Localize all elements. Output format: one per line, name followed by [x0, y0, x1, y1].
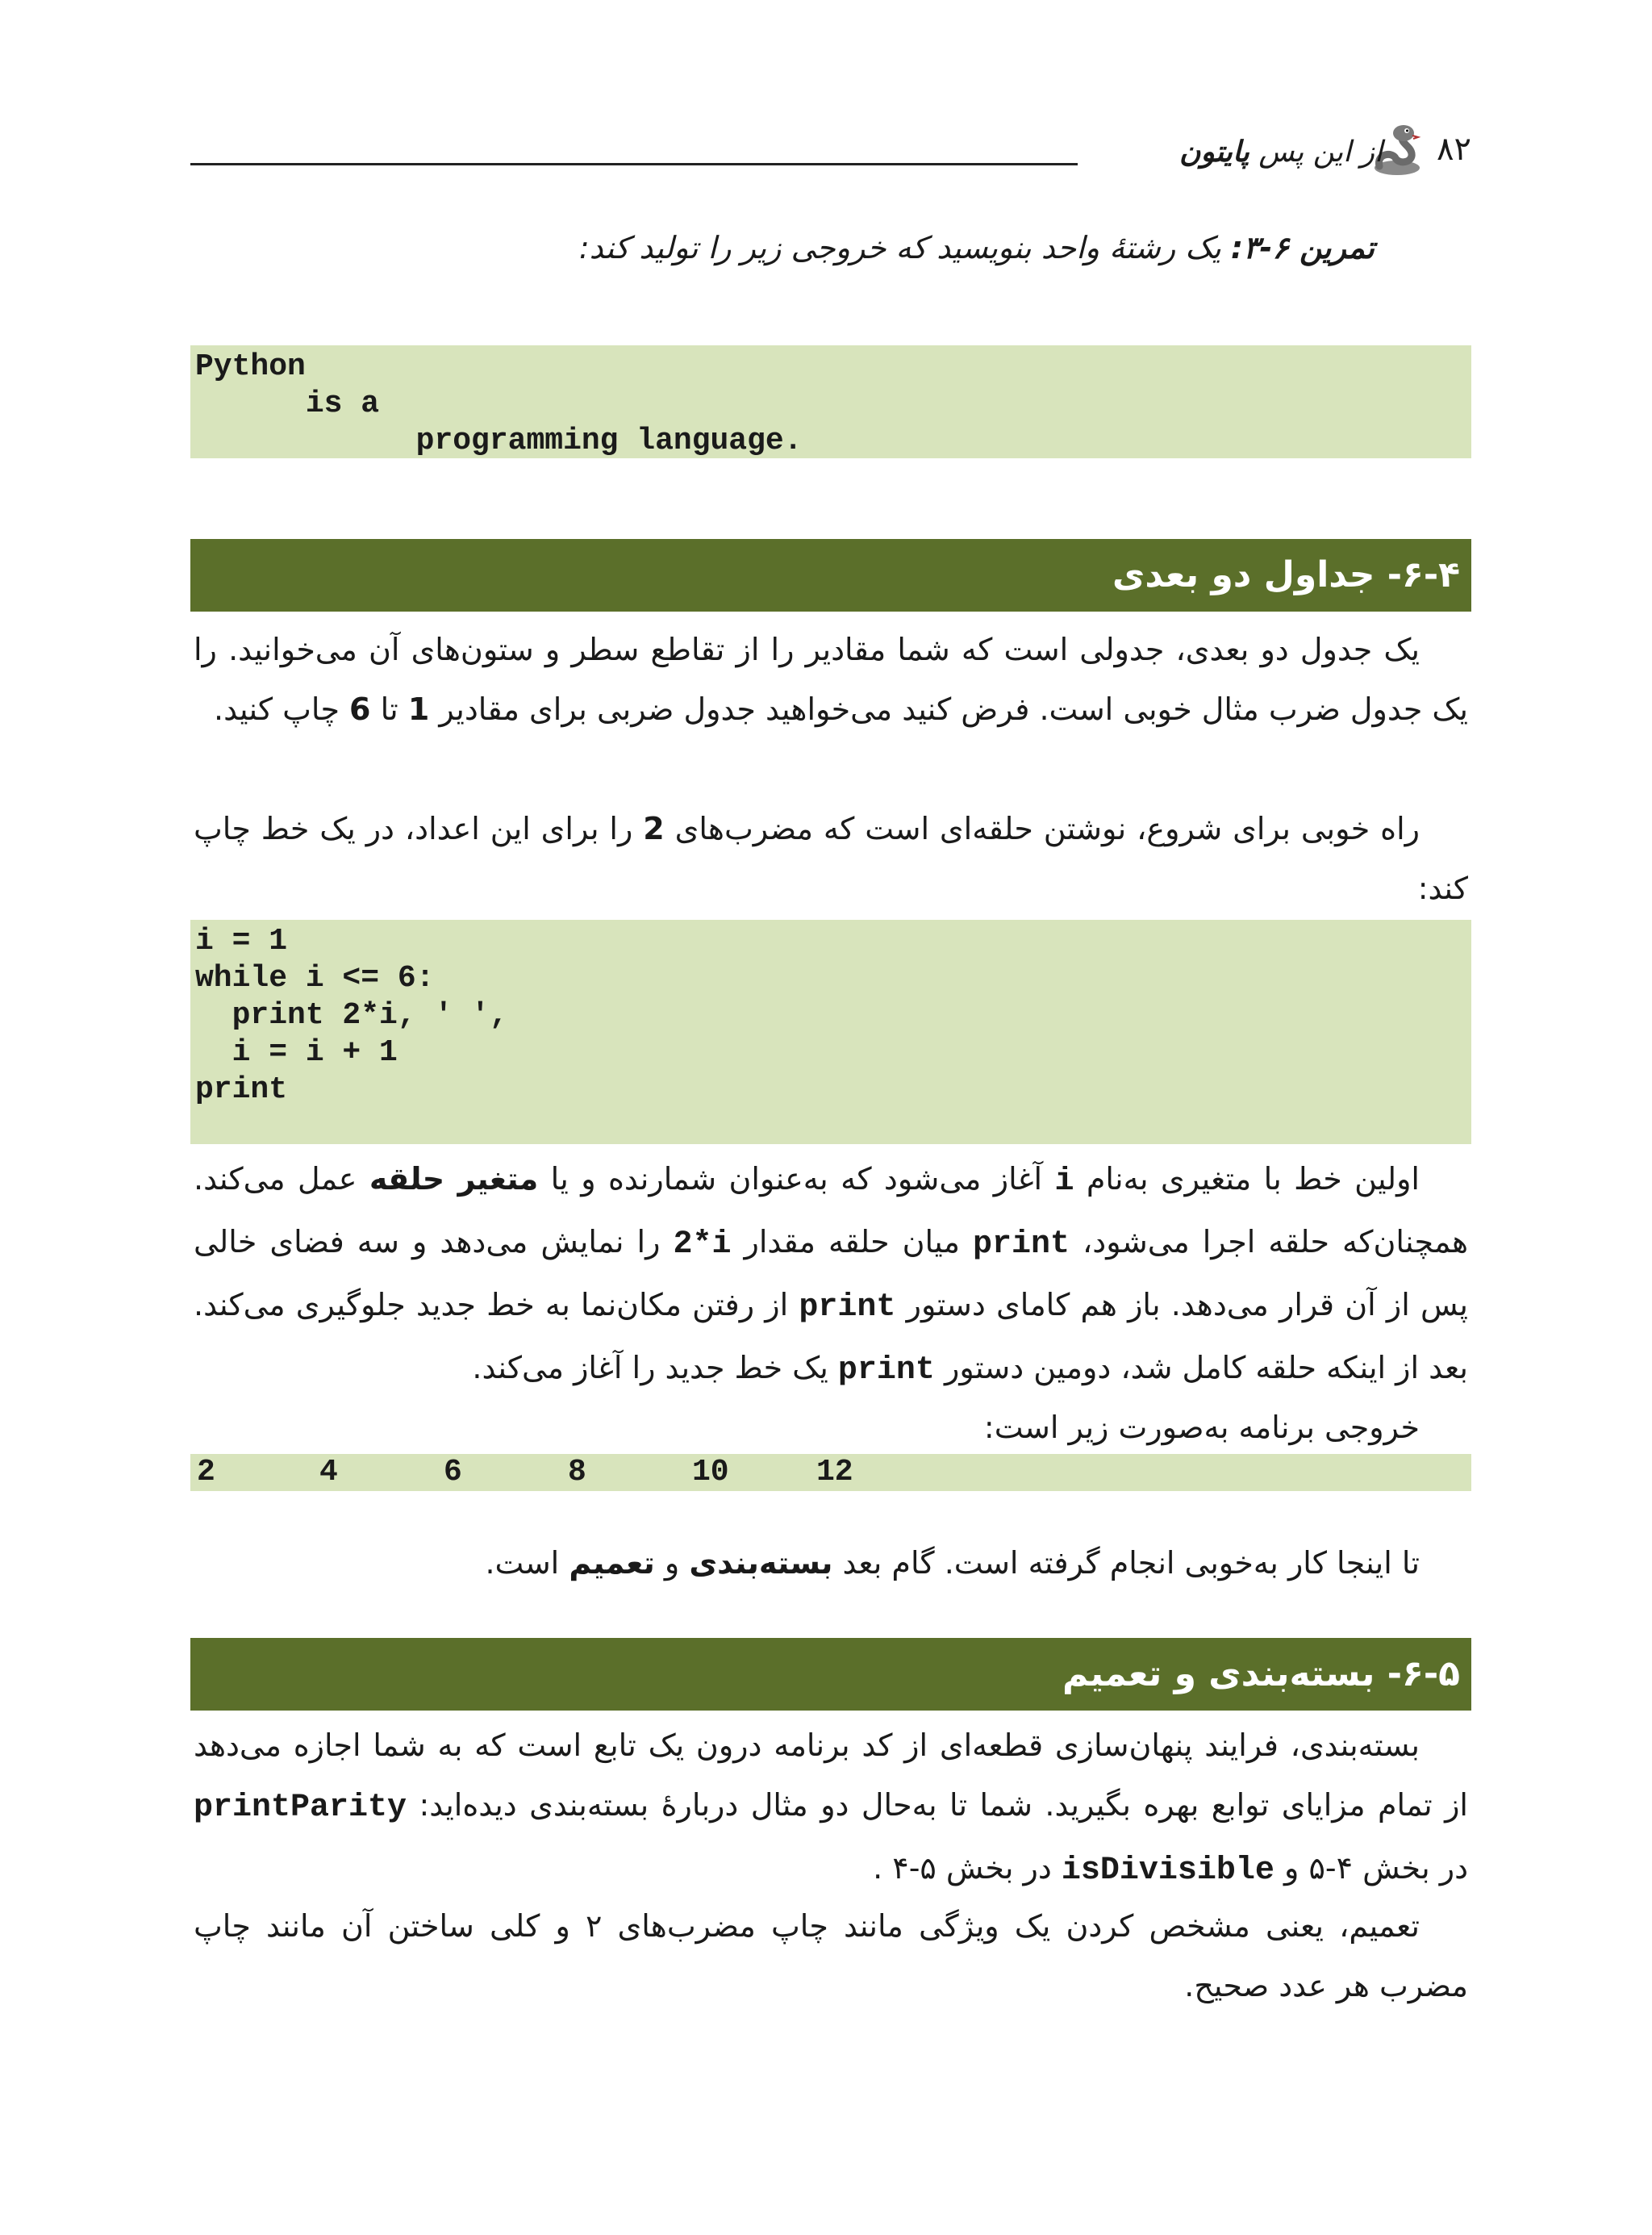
exercise-text: یک رشتهٔ واحد بنویسید که خروجی زیر را تولید کند: — [578, 230, 1231, 265]
text-span: در بخش ۴-۵ و — [1274, 1850, 1468, 1886]
paragraph-loop-start — [194, 799, 1468, 918]
text-span: است. — [485, 1545, 569, 1581]
code-span: print — [837, 1352, 935, 1389]
paragraph-line — [194, 799, 1468, 918]
code-line: print 2*i, ' ', — [195, 998, 508, 1033]
section-header-encapsulation: ۶-۵- بسته‌بندی و تعمیم — [190, 1638, 1471, 1711]
text-span: را نمایش می‌دهد و سه فضای خالی پس از آن قرار می‌دهد. باز هم کامای دستور — [194, 1224, 1468, 1322]
code-span: printParity — [194, 1790, 407, 1826]
text-span: اولین خط با متغیری به‌نام — [1074, 1161, 1420, 1197]
title-brand: پایتون — [1179, 136, 1249, 169]
code-block-loop — [190, 920, 1471, 1144]
bold-term: متغیر حلقه — [369, 1161, 539, 1197]
code-line: Python — [195, 349, 306, 384]
text-span: یک خط جدید را آغاز می‌کند. — [472, 1350, 838, 1385]
output-value: 2 — [197, 1455, 215, 1489]
paragraph-line: خروجی برنامه به‌صورت زیر است: — [983, 1410, 1420, 1445]
code-span: print — [799, 1289, 896, 1326]
number-span: 2 — [643, 811, 665, 846]
paragraph-line: تعمیم، یعنی مشخص کردن یک ویژگی مانند چاپ مضرب‌های ۲ و کلی ساختن آن مانند چاپ مضرب هر عدد صحیح. — [194, 1908, 1468, 2003]
text-span: چاپ کنید. — [213, 691, 350, 727]
bold-term: بسته‌بندی — [689, 1545, 833, 1581]
bold-term: تعمیم — [569, 1545, 655, 1581]
title-prefix: از این پس — [1249, 136, 1383, 169]
page-number: ۸۲ — [1437, 131, 1471, 168]
paragraph-output-intro — [194, 1397, 1468, 1457]
code-span: isDivisible — [1061, 1853, 1274, 1889]
output-row — [190, 1454, 1471, 1491]
paragraph-next-step — [194, 1533, 1468, 1593]
text-span: بسته‌بندی، فرایند پنهان‌سازی قطعه‌ای از کد برنامه درون یک تابع است که به شما اجازه می‌دهد از تمام مزایای توابع بهره بگیرید. شما تا به‌حال دو مثال دربارهٔ بسته‌بندی دیده‌اید: — [194, 1727, 1468, 1823]
section-header-tables: ۶-۴- جداول دو بعدی — [190, 539, 1471, 612]
text-span: و — [654, 1545, 690, 1581]
number-span: 6 — [349, 691, 371, 727]
output-value: 4 — [319, 1455, 338, 1489]
text-span: راه خوبی برای شروع، نوشتن حلقه‌ای است که مضرب‌های — [664, 811, 1420, 846]
code-line: while i <= 6: — [195, 961, 435, 996]
paragraph-line — [194, 1533, 1468, 1593]
code-block-string — [190, 345, 1471, 458]
text-span: تا اینجا کار به‌خوبی انجام گرفته است. گام بعد — [832, 1545, 1420, 1581]
header-rule — [190, 163, 1078, 165]
paragraph-generalization — [194, 1896, 1468, 2016]
text-span: را برای این اعداد، در یک خط چاپ کند: — [194, 811, 1468, 906]
text-span: آغاز می‌شود که به‌عنوان شمارنده و یا — [538, 1161, 1055, 1197]
book-title — [1179, 136, 1383, 169]
code-line: i = 1 — [195, 924, 288, 959]
exercise-paragraph — [194, 218, 1468, 278]
exercise-label: تمرین ۶-۳: — [1230, 230, 1375, 265]
paragraph-line — [194, 1715, 1468, 1901]
code-span: i — [1054, 1163, 1074, 1200]
page-header — [190, 121, 1471, 178]
output-value: 10 — [692, 1455, 729, 1489]
text-span: در بخش ۵-۴ . — [873, 1850, 1062, 1886]
code-line: is a — [195, 386, 380, 421]
paragraph-line — [194, 1149, 1468, 1401]
code-line: i = i + 1 — [195, 1035, 398, 1070]
text-span: را یک جدول ضرب مثال خوبی است. فرض کنید می‌خواهید جدول ضربی برای مقادیر — [194, 632, 1468, 727]
paragraph-line — [194, 620, 1468, 739]
text-span: تا — [370, 691, 408, 727]
text-span: از رفتن مکان‌نما به خط جدید جلوگیری می‌کند. بعد از اینکه حلقه کامل شد، دومین دستور — [194, 1287, 1468, 1385]
code-span: 2*i — [673, 1226, 732, 1263]
output-value: 12 — [816, 1455, 853, 1489]
code-line: print — [195, 1072, 288, 1107]
text-span: عمل می‌کند. همچنان‌که حلقه اجرا می‌شود، — [194, 1161, 1468, 1260]
number-span: 1 — [407, 691, 430, 727]
text-span: یک جدول دو بعدی، جدولی است که شما مقادیر را از تقاطع سطر و ستون‌های آن می‌خوانید. — [228, 632, 1420, 667]
paragraph-tables-intro — [194, 620, 1468, 739]
output-value: 6 — [444, 1455, 462, 1489]
paragraph-encapsulation — [194, 1715, 1468, 1901]
output-value: 8 — [568, 1455, 586, 1489]
paragraph-loop-explain — [194, 1149, 1468, 1401]
code-line: programming language. — [195, 424, 803, 458]
code-span: print — [972, 1226, 1070, 1263]
text-span: میان حلقه مقدار — [731, 1224, 973, 1260]
